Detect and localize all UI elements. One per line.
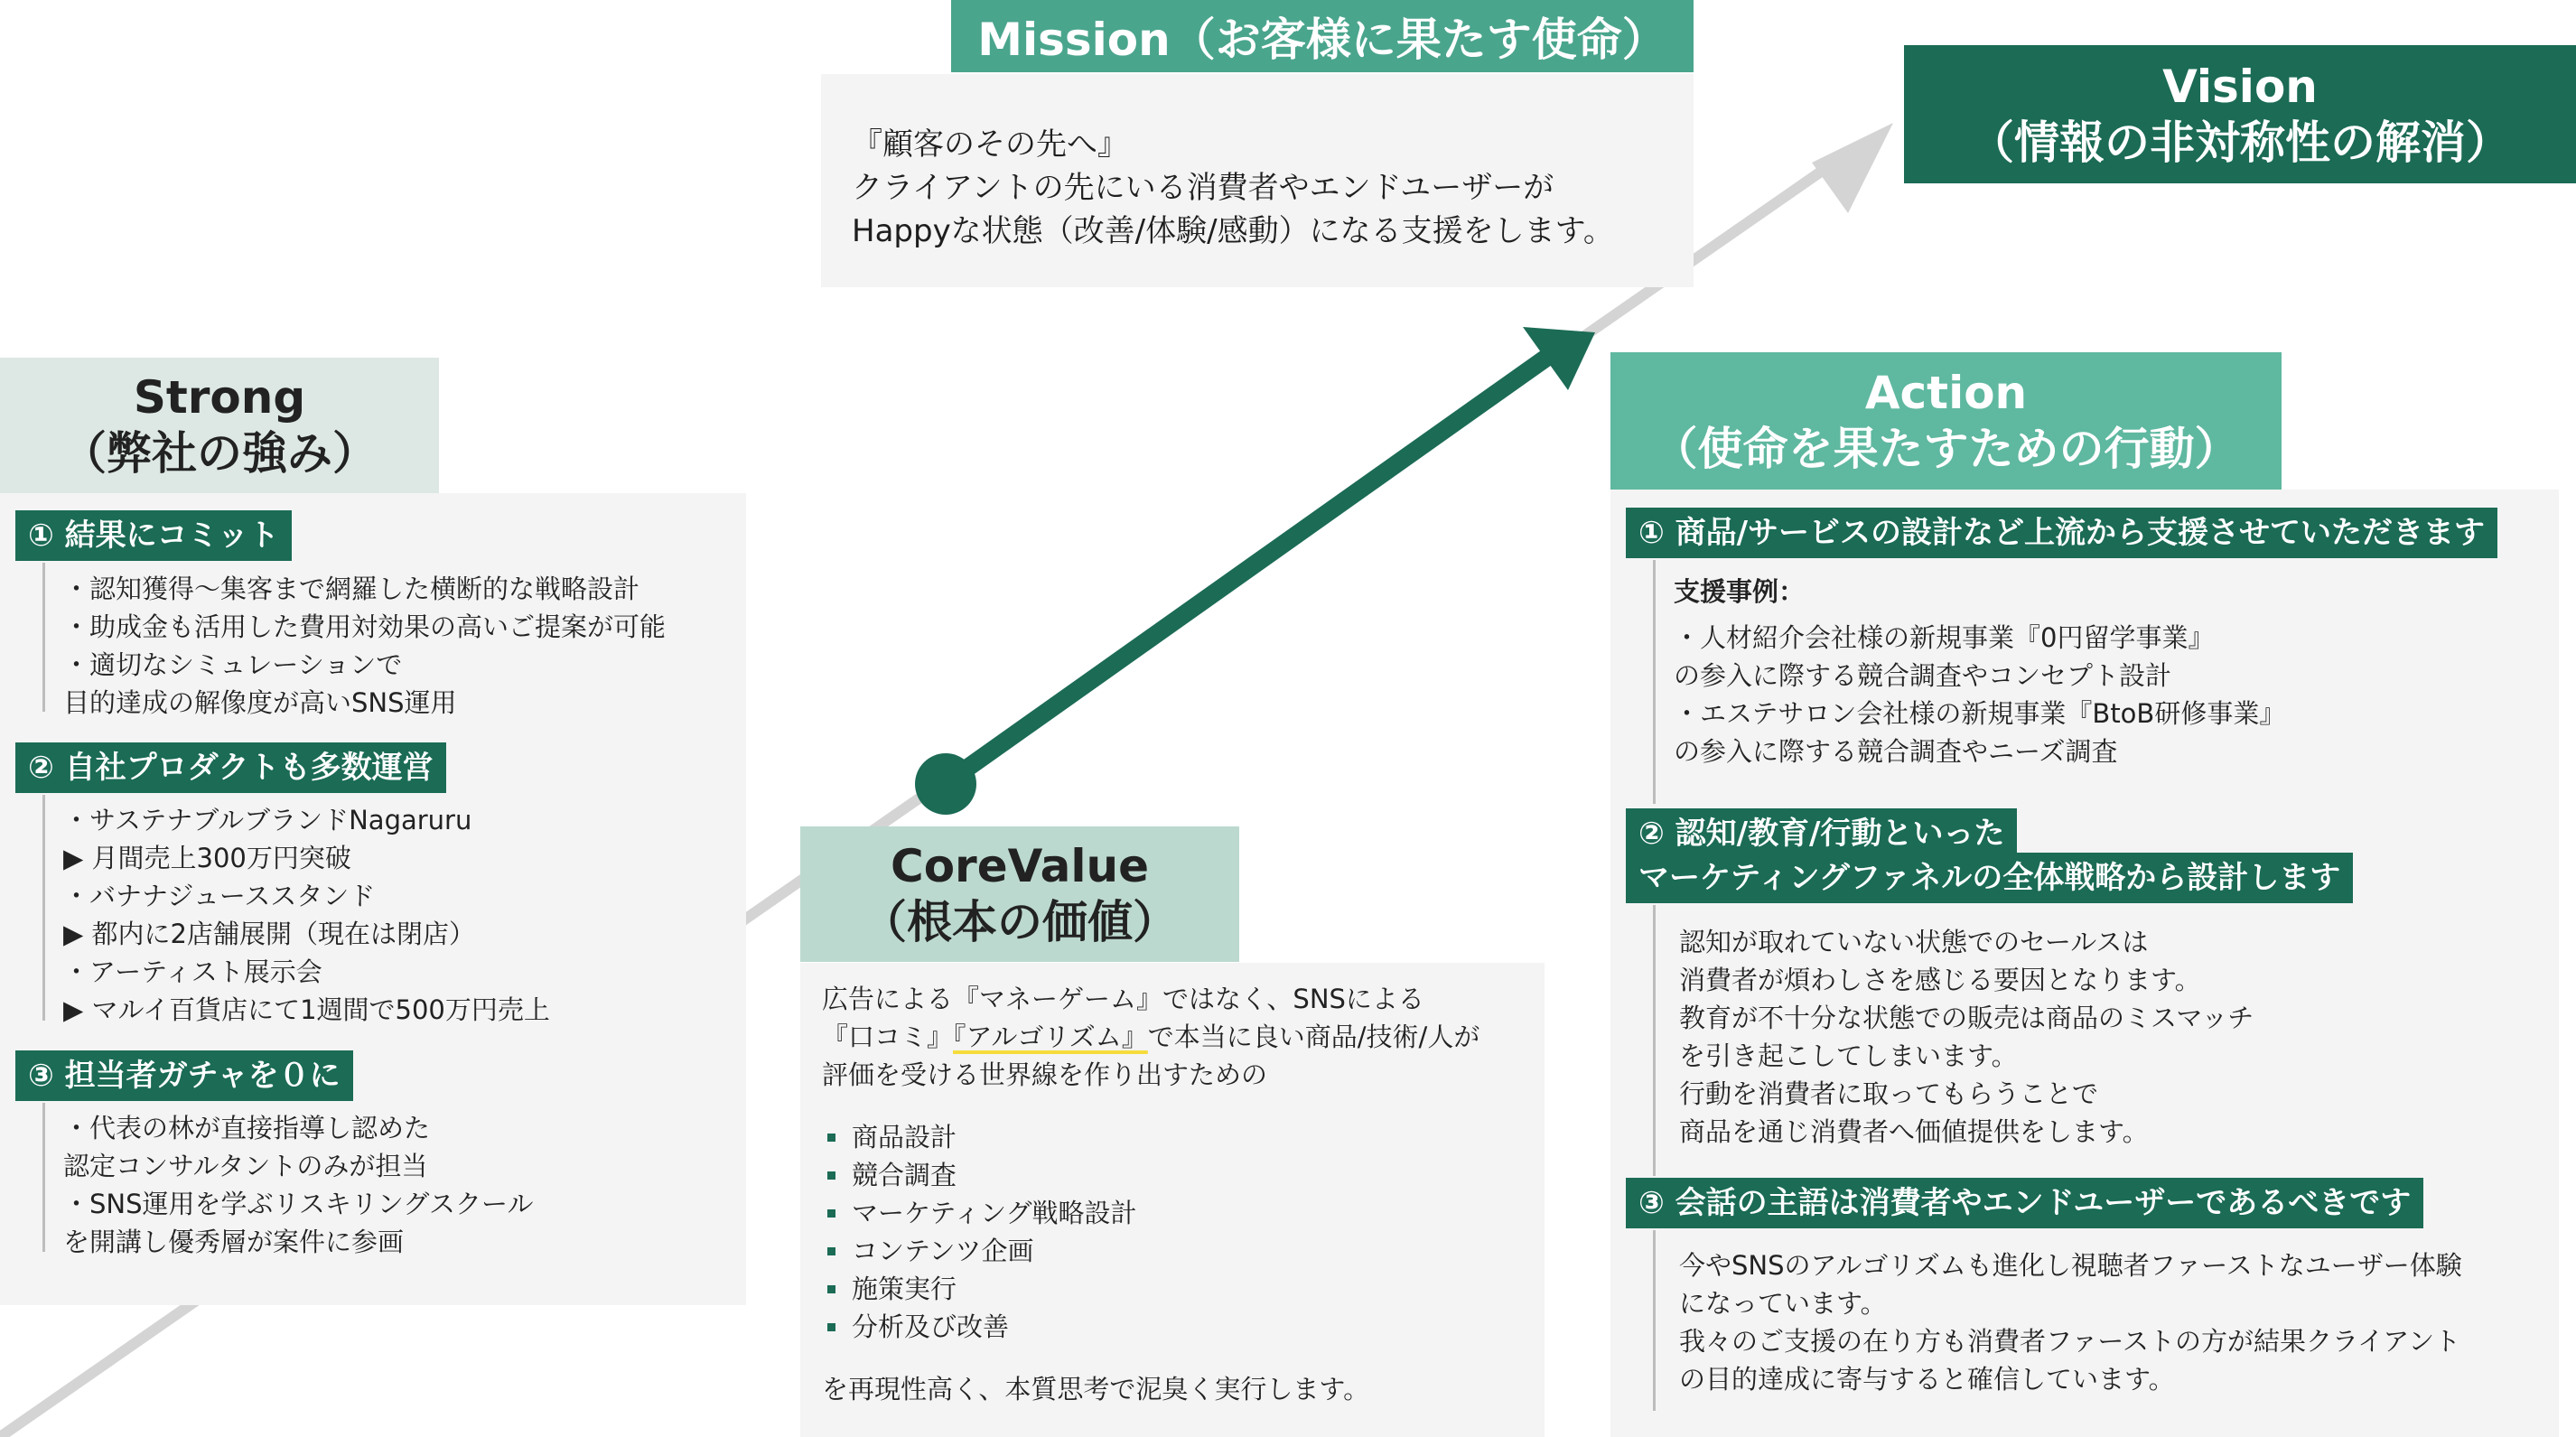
text-line: 消費者が煩わしさを感じる要因となります。 (1679, 965, 2201, 995)
mission-title: Mission（お客様に果たす使命） (951, 0, 1694, 72)
divider (1653, 560, 1656, 804)
text-line: の目的達成に寄与すると確信しています。 (1679, 1364, 2175, 1395)
text-line: 目的達成の解像度が高いSNS運用 (63, 687, 457, 718)
strong-title-line2: （弊社の強み） (61, 427, 378, 480)
action-item-2-tag-line1: ② 認知/教育/行動といった (1626, 808, 2017, 859)
square-bullet-icon (827, 1247, 835, 1255)
divider (42, 795, 45, 1021)
kuchikomi-text: 『口コミ』 (822, 1022, 954, 1052)
bullet-label: マーケティング戦略設計 (852, 1198, 1137, 1228)
vision-title-line2: （情報の非対称性の解消） (1969, 116, 2511, 169)
list-item (822, 1232, 1137, 1270)
action-item-1-heading: 支援事例： (1674, 576, 1806, 607)
text-line: ▶ 月間売上300万円突破 (63, 843, 351, 873)
strong-item-3-tag: ③ 担当者ガチャを０に (15, 1050, 353, 1101)
text-line: を引き起こしてしまいます。 (1679, 1040, 2018, 1071)
square-bullet-icon (827, 1171, 835, 1180)
action-title-line2: （使命を果たすための行動） (1652, 423, 2240, 475)
list-item (822, 1156, 1137, 1194)
mission-line: Happyな状態（改善/体験/感動）になる支援をします。 (852, 213, 1614, 249)
mission-line: クライアントの先にいる消費者やエンドユーザーが (852, 170, 1554, 206)
strong-item-1-tag: ① 結果にコミット (15, 510, 292, 561)
divider (42, 1103, 45, 1252)
text-line: ・認知獲得〜集客まで網羅した横断的な戦略設計 (63, 574, 640, 604)
text-line: 商品を通じ消費者へ価値提供をします。 (1679, 1116, 2149, 1147)
text-line: 評価を受ける世界線を作り出すための (822, 1059, 1268, 1090)
text-line: ・助成金も活用した費用対効果の高いご提案が可能 (63, 611, 667, 642)
divider (1653, 905, 1656, 1176)
text-line: 行動を消費者に取ってもらうことで (1679, 1078, 2099, 1109)
bullet-label: 分析及び改善 (852, 1311, 1010, 1342)
strong-item-2-text (63, 801, 550, 1029)
text-line: になっています。 (1679, 1288, 1887, 1319)
square-bullet-icon (827, 1134, 835, 1142)
square-bullet-icon (827, 1323, 835, 1331)
text-line: ▶ 都内に2店舗展開（現在は閉店） (63, 919, 475, 949)
bullet-label: コンテンツ企画 (852, 1236, 1034, 1266)
action-panel (1610, 490, 2559, 1437)
divider (1653, 1230, 1656, 1411)
start-dot (915, 753, 976, 815)
action-item-3-tag: ③ 会話の主語は消費者やエンドユーザーであるべきです (1626, 1178, 2423, 1228)
gray-arrow-head (1812, 123, 1893, 213)
text-line: ・人材紹介会社様の新規事業『0円留学事業』 (1674, 622, 2215, 653)
bullet-label: 商品設計 (852, 1122, 957, 1152)
text-line: 認知が取れていない状態でのセールスは (1679, 927, 2149, 957)
list-item (822, 1308, 1137, 1346)
action-item-2-tag-line2: マーケティングファネルの全体戦略から設計します (1626, 853, 2353, 903)
strong-panel (0, 493, 746, 1305)
action-item-2-text (1679, 923, 2254, 1151)
text-line: ・サステナブルブランドNagaruru (63, 805, 472, 835)
list-item (822, 1194, 1137, 1232)
text-line: 広告による『マネーゲーム』ではなく、SNSによる (822, 984, 1424, 1014)
text-line: ▶ マルイ百貨店にて1週間で500万円売上 (63, 994, 550, 1025)
list-item (822, 1270, 1137, 1308)
divider (42, 563, 45, 712)
bullet-label: 施策実行 (852, 1274, 957, 1304)
text-line: ・エステサロン会社様の新規事業『BtoB研修事業』 (1674, 698, 2286, 729)
vision-title (1904, 45, 2576, 183)
text-line: を開講し優秀層が案件に参画 (63, 1227, 405, 1257)
corevalue-outro: を再現性高く、本質思考で泥臭く実行します。 (822, 1374, 1370, 1404)
text-line: 我々のご支援の在り方も消費者ファーストの方が結果クライアント (1679, 1326, 2461, 1357)
action-title-line1: Action (1864, 367, 2028, 419)
mission-line: 『顧客のその先へ』 (852, 126, 1128, 163)
mission-description (821, 74, 1694, 287)
text-line: ・SNS運用を学ぶリスキリングスクール (63, 1189, 534, 1219)
text-fragment: で本当に良い商品/技術/人が (1147, 1022, 1480, 1052)
action-item-3-text (1679, 1246, 2462, 1398)
strong-title (0, 358, 439, 493)
square-bullet-icon (827, 1285, 835, 1293)
text-line: ・代表の林が直接指導し認めた (63, 1113, 431, 1143)
text-line: 今やSNSのアルゴリズムも進化し視聴者ファーストなユーザー体験 (1679, 1250, 2462, 1281)
corevalue-title-line2: （根本の価値） (862, 896, 1178, 948)
green-growth-line (945, 358, 1546, 784)
action-item-1-tag: ① 商品/サービスの設計など上流から支援させていただきます (1626, 508, 2497, 558)
text-line: 認定コンサルタントのみが担当 (63, 1151, 428, 1181)
text-line: ・アーティスト展示会 (63, 956, 322, 987)
corevalue-title (800, 826, 1239, 962)
text-line: 教育が不十分な状態での販売は商品のミスマッチ (1679, 1003, 2254, 1033)
list-item (822, 1118, 1137, 1156)
square-bullet-icon (827, 1209, 835, 1218)
strong-item-1-text (63, 570, 666, 722)
text-line: の参入に際する競合調査やニーズ調査 (1674, 736, 2118, 767)
text-line (822, 1018, 1479, 1056)
text-line: ・バナナジューススタンド (63, 881, 376, 911)
corevalue-intro (822, 980, 1479, 1094)
corevalue-bullet-list (822, 1118, 1137, 1346)
algorithm-highlight: 『アルゴリズム』 (953, 1022, 1148, 1052)
text-line: の参入に際する競合調査やコンセプト設計 (1674, 660, 2172, 691)
vision-title-line1: Vision (2162, 60, 2318, 113)
strong-item-3-text (63, 1109, 533, 1261)
corevalue-title-line1: CoreValue (891, 840, 1149, 892)
corevalue-panel (800, 963, 1545, 1437)
action-title (1610, 352, 2282, 490)
text-line: ・適切なシミュレーションで (63, 649, 403, 680)
bullet-label: 競合調査 (852, 1160, 957, 1190)
strong-item-2-tag: ② 自社プロダクトも多数運営 (15, 742, 446, 793)
action-item-1-text (1674, 619, 2285, 770)
strong-title-line1: Strong (133, 371, 306, 424)
